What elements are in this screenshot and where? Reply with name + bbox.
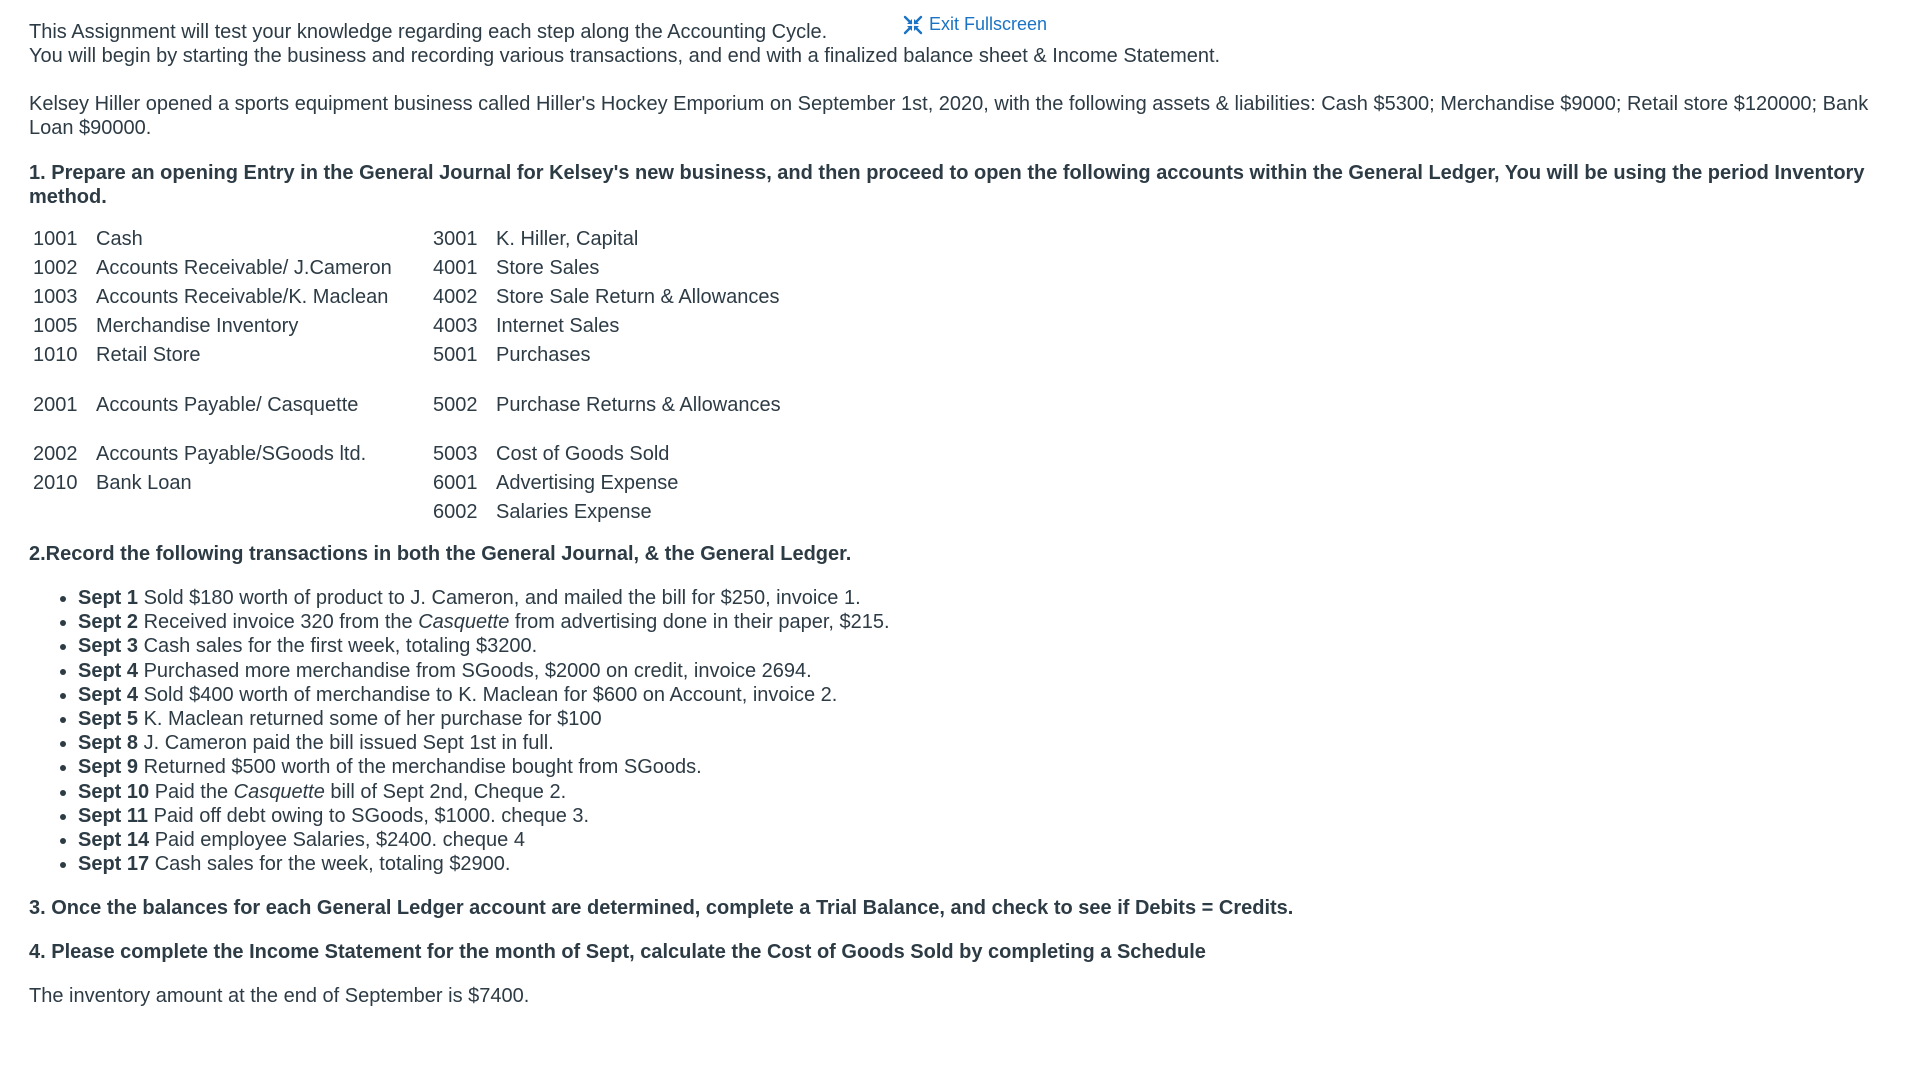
account-row: 2010 Bank Loan (33, 472, 192, 494)
assignment-content (29, 14, 1909, 1008)
account-row: 1005 Merchandise Inventory (33, 315, 299, 337)
list-item: • Sept 2 Received invoice 320 from the Casquette from advertising done in their paper, $215. (78, 610, 1909, 634)
intro (29, 20, 1909, 68)
account-row: 1001 Cash (33, 228, 143, 250)
account-row: 5002 Purchase Returns & Allowances (433, 394, 781, 416)
account-row: 6001 Advertising Expense (433, 472, 679, 494)
account-row: 5003 Cost of Goods Sold (433, 443, 670, 465)
transaction-list (29, 586, 1909, 876)
exit-fullscreen-label: Exit Fullscreen (929, 14, 1048, 34)
question-2: 2.Record the following transactions in both the General Journal, & the General Ledger. (29, 543, 852, 565)
list-item: • Sept 4 Purchased more merchandise from SGoods, $2000 on credit, invoice 2694. (78, 659, 1909, 683)
question-4: 4. Please complete the Income Statement for the month of Sept, calculate the Cost of Goods Sold by completing a Schedule (29, 941, 1206, 964)
intro-line-1: This Assignment will test your knowledge regarding each step along the Accounting Cycle. (29, 21, 828, 43)
final-inventory-note: The inventory amount at the end of September is $7400. (29, 985, 530, 1008)
list-item: • Sept 9 Returned $500 worth of the merchandise bought from SGoods. (78, 755, 1909, 779)
chart-of-accounts (29, 227, 1909, 521)
account-row: 1002 Accounts Receivable/ J.Cameron (33, 257, 392, 279)
question-3: 3. Once the balances for each General Ledger account are determined, complete a Trial Balance, and check to see if Debits = Credits. (29, 897, 1294, 920)
list-item: • Sept 14 Paid employee Salaries, $2400. cheque 4 (78, 828, 1909, 852)
question-1: 1. Prepare an opening Entry in the General Journal for Kelsey's new business, and then proceed to open the following accounts within the General Ledger, You will be using the period Inventory method. (29, 162, 1865, 208)
account-row: 6002 Salaries Expense (433, 501, 652, 523)
list-item: • Sept 8 J. Cameron paid the bill issued Sept 1st in full. (78, 731, 1909, 755)
list-item: • Sept 11 Paid off debt owing to SGoods, $1000. cheque 3. (78, 804, 1909, 828)
list-item: • Sept 3 Cash sales for the first week, totaling $3200. (78, 634, 1909, 658)
intro-line-2: You will begin by starting the business and recording various transactions, and end with a finalized balance sheet & Income Statement. (29, 45, 1221, 67)
account-row: 4003 Internet Sales (433, 315, 620, 337)
account-row: 3001 K. Hiller, Capital (433, 228, 639, 250)
list-item: • Sept 5 K. Maclean returned some of her purchase for $100 (78, 707, 1909, 731)
account-row: 4001 Store Sales (433, 257, 600, 279)
list-item: • Sept 17 Cash sales for the week, totaling $2900. (78, 852, 1909, 876)
account-row: 1003 Accounts Receivable/K. Maclean (33, 286, 389, 308)
account-row: 2002 Accounts Payable/SGoods ltd. (33, 443, 367, 465)
list-item: • Sept 10 Paid the Casquette bill of Sept 2nd, Cheque 2. (78, 780, 1909, 804)
account-row: 4002 Store Sale Return & Allowances (433, 286, 780, 308)
list-item: • Sept 4 Sold $400 worth of merchandise to K. Maclean for $600 on Account, invoice 2. (78, 683, 1909, 707)
list-item: • Sept 1 Sold $180 worth of product to J. Cameron, and mailed the bill for $250, invoice 1. (78, 586, 1909, 610)
business-story: Kelsey Hiller opened a sports equipment business called Hiller's Hockey Emporium on September 1st, 2020, with the following assets & liabilities: Cash $5300; Merchandise $9000; Retail store $120000; Bank Loan $90000. (29, 93, 1869, 139)
account-row: 1010 Retail Store (33, 344, 201, 366)
account-row: 2001 Accounts Payable/ Casquette (33, 394, 359, 416)
account-row: 5001 Purchases (433, 344, 591, 366)
